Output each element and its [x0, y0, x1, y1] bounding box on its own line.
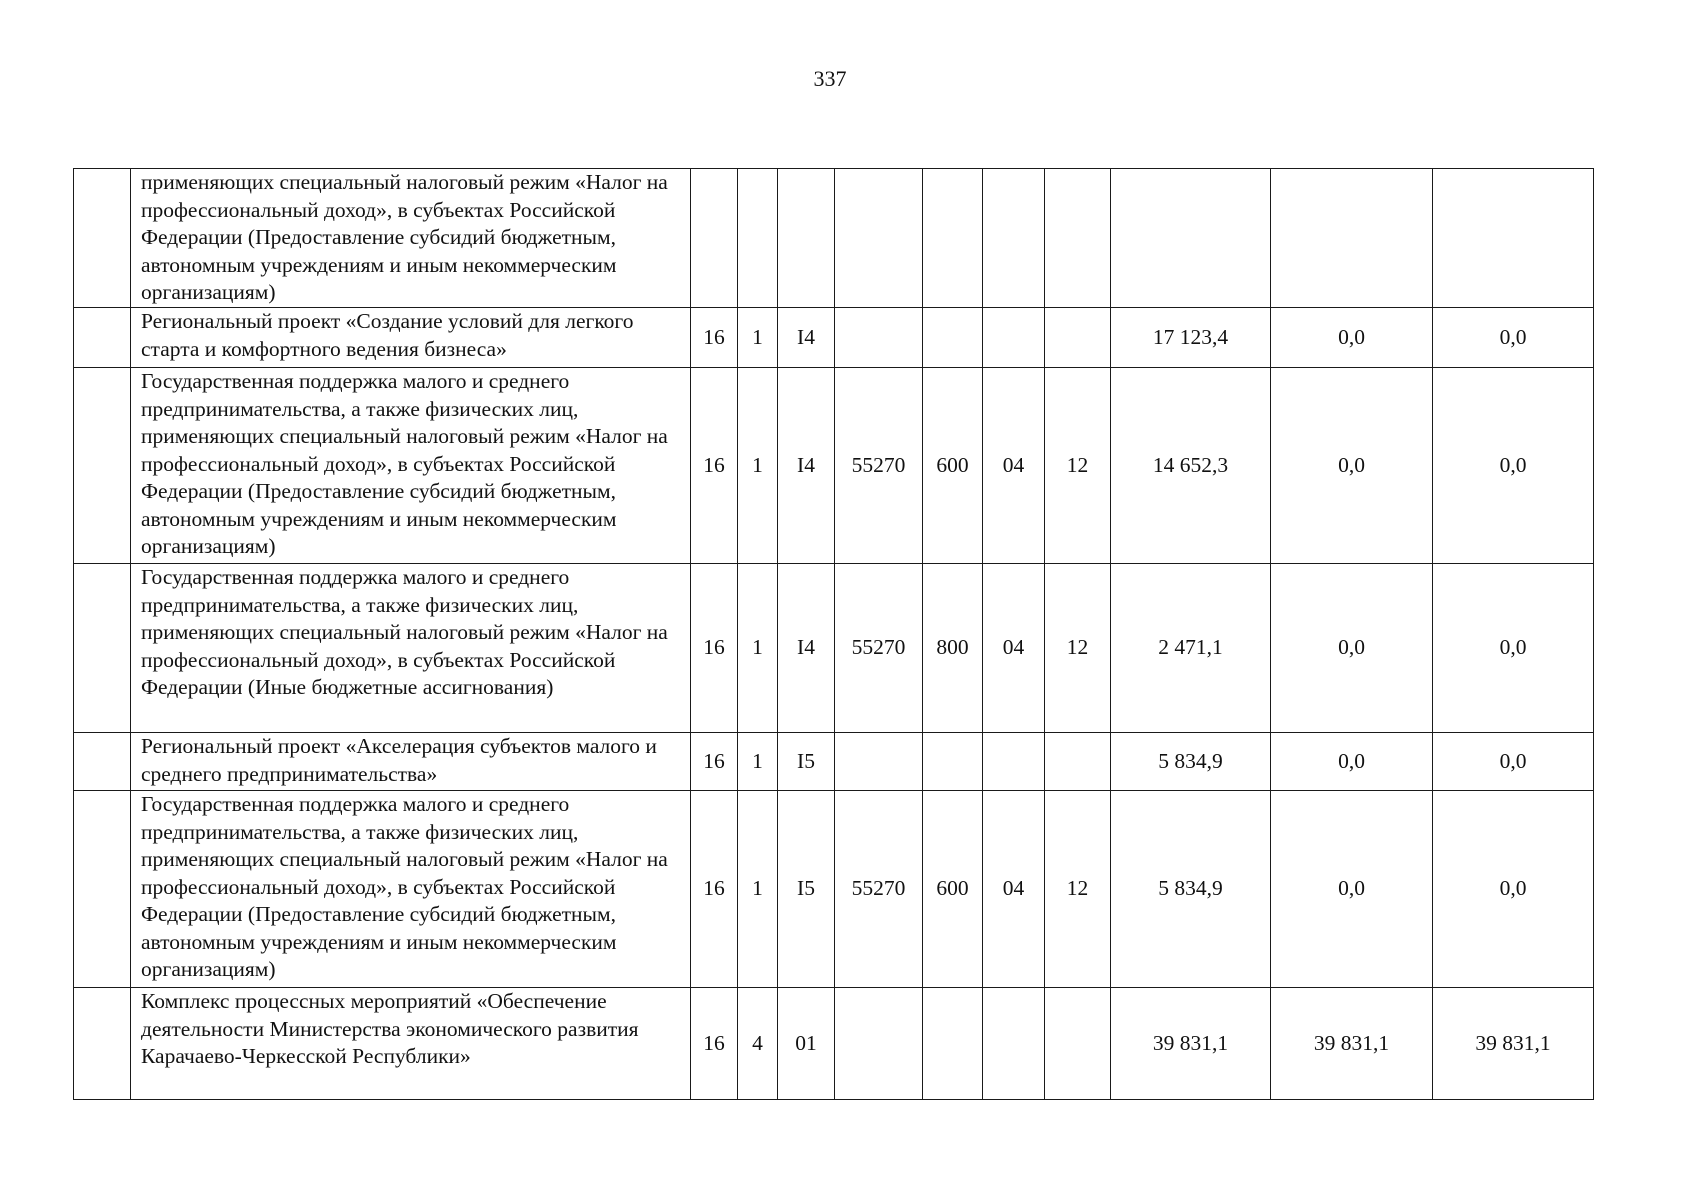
amount-cell — [1111, 169, 1271, 308]
code-cell — [983, 169, 1045, 308]
code-cell: 16 — [691, 988, 738, 1100]
code-cell — [1045, 733, 1111, 791]
number-cell — [74, 308, 131, 368]
code-cell — [923, 169, 983, 308]
code-cell — [1045, 308, 1111, 368]
code-cell — [835, 169, 923, 308]
code-cell — [923, 733, 983, 791]
code-cell: 1 — [738, 368, 778, 564]
code-cell: 16 — [691, 791, 738, 988]
number-cell — [74, 733, 131, 791]
budget-table — [73, 168, 1594, 1100]
code-cell: 800 — [923, 564, 983, 733]
number-cell — [74, 791, 131, 988]
row-name: Государственная поддержка малого и среднего предпринимательства, а также физических лиц, применяющих специальный налоговый режим «Налог на профессиональный доход», в субъектах Российской Федерации (Иные бюджетные ассигнования) — [131, 564, 691, 733]
code-cell: 12 — [1045, 564, 1111, 733]
code-cell: 12 — [1045, 791, 1111, 988]
code-cell: 04 — [983, 368, 1045, 564]
number-cell — [74, 368, 131, 564]
row-name: применяющих специальный налоговый режим «Налог на профессиональный доход», в субъектах Российской Федерации (Предоставление субсидий бюджетным, автономным учреждениям и иным некоммерческим организациям) — [131, 169, 691, 308]
code-cell — [983, 988, 1045, 1100]
code-cell: 55270 — [835, 791, 923, 988]
row-name: Государственная поддержка малого и среднего предпринимательства, а также физических лиц, применяющих специальный налоговый режим «Налог на профессиональный доход», в субъектах Российской Федерации (Предоставление субсидий бюджетным, автономным учреждениям и иным некоммерческим организациям) — [131, 791, 691, 988]
amount-cell — [1433, 169, 1594, 308]
amount-cell: 17 123,4 — [1111, 308, 1271, 368]
amount-cell: 39 831,1 — [1111, 988, 1271, 1100]
code-cell: 04 — [983, 564, 1045, 733]
amount-cell: 0,0 — [1433, 564, 1594, 733]
code-cell: I4 — [778, 308, 835, 368]
table-row — [74, 988, 1594, 1100]
code-cell: 55270 — [835, 564, 923, 733]
row-name: Комплекс процессных мероприятий «Обеспечение деятельности Министерства экономического развития Карачаево-Черкесской Республики» — [131, 988, 691, 1100]
code-cell: I4 — [778, 368, 835, 564]
amount-cell: 14 652,3 — [1111, 368, 1271, 564]
table-row — [74, 791, 1594, 988]
amount-cell: 0,0 — [1271, 368, 1433, 564]
code-cell: 16 — [691, 733, 738, 791]
table-row — [74, 564, 1594, 733]
code-cell: 1 — [738, 791, 778, 988]
code-cell: 600 — [923, 791, 983, 988]
code-cell: I4 — [778, 564, 835, 733]
amount-cell: 0,0 — [1433, 368, 1594, 564]
code-cell: I5 — [778, 733, 835, 791]
amount-cell: 0,0 — [1433, 308, 1594, 368]
amount-cell: 2 471,1 — [1111, 564, 1271, 733]
row-name: Региональный проект «Создание условий для легкого старта и комфортного ведения бизнеса» — [131, 308, 691, 368]
code-cell: 1 — [738, 733, 778, 791]
code-cell: 55270 — [835, 368, 923, 564]
amount-cell: 39 831,1 — [1433, 988, 1594, 1100]
code-cell — [835, 988, 923, 1100]
code-cell: 4 — [738, 988, 778, 1100]
code-cell: 16 — [691, 368, 738, 564]
amount-cell: 0,0 — [1271, 733, 1433, 791]
code-cell: 1 — [738, 308, 778, 368]
code-cell: I5 — [778, 791, 835, 988]
number-cell — [74, 988, 131, 1100]
code-cell — [778, 169, 835, 308]
amount-cell: 5 834,9 — [1111, 733, 1271, 791]
amount-cell: 0,0 — [1433, 791, 1594, 988]
amount-cell: 39 831,1 — [1271, 988, 1433, 1100]
code-cell — [923, 308, 983, 368]
code-cell: 600 — [923, 368, 983, 564]
number-cell — [74, 169, 131, 308]
code-cell — [1045, 988, 1111, 1100]
code-cell: 01 — [778, 988, 835, 1100]
code-cell — [738, 169, 778, 308]
code-cell — [691, 169, 738, 308]
table-row — [74, 169, 1594, 308]
table-row — [74, 308, 1594, 368]
code-cell: 04 — [983, 791, 1045, 988]
code-cell: 16 — [691, 308, 738, 368]
code-cell: 12 — [1045, 368, 1111, 564]
amount-cell — [1271, 169, 1433, 308]
code-cell — [983, 308, 1045, 368]
code-cell: 16 — [691, 564, 738, 733]
row-name: Государственная поддержка малого и среднего предпринимательства, а также физических лиц, применяющих специальный налоговый режим «Налог на профессиональный доход», в субъектах Российской Федерации (Предоставление субсидий бюджетным, автономным учреждениям и иным некоммерческим организациям) — [131, 368, 691, 564]
amount-cell: 0,0 — [1271, 308, 1433, 368]
table-row — [74, 368, 1594, 564]
code-cell: 1 — [738, 564, 778, 733]
amount-cell: 5 834,9 — [1111, 791, 1271, 988]
row-name: Региональный проект «Акселерация субъектов малого и среднего предпринимательства» — [131, 733, 691, 791]
table-row — [74, 733, 1594, 791]
code-cell — [923, 988, 983, 1100]
page-number: 337 — [813, 66, 847, 91]
code-cell — [1045, 169, 1111, 308]
amount-cell: 0,0 — [1433, 733, 1594, 791]
amount-cell: 0,0 — [1271, 564, 1433, 733]
code-cell — [983, 733, 1045, 791]
number-cell — [74, 564, 131, 733]
code-cell — [835, 308, 923, 368]
amount-cell: 0,0 — [1271, 791, 1433, 988]
code-cell — [835, 733, 923, 791]
